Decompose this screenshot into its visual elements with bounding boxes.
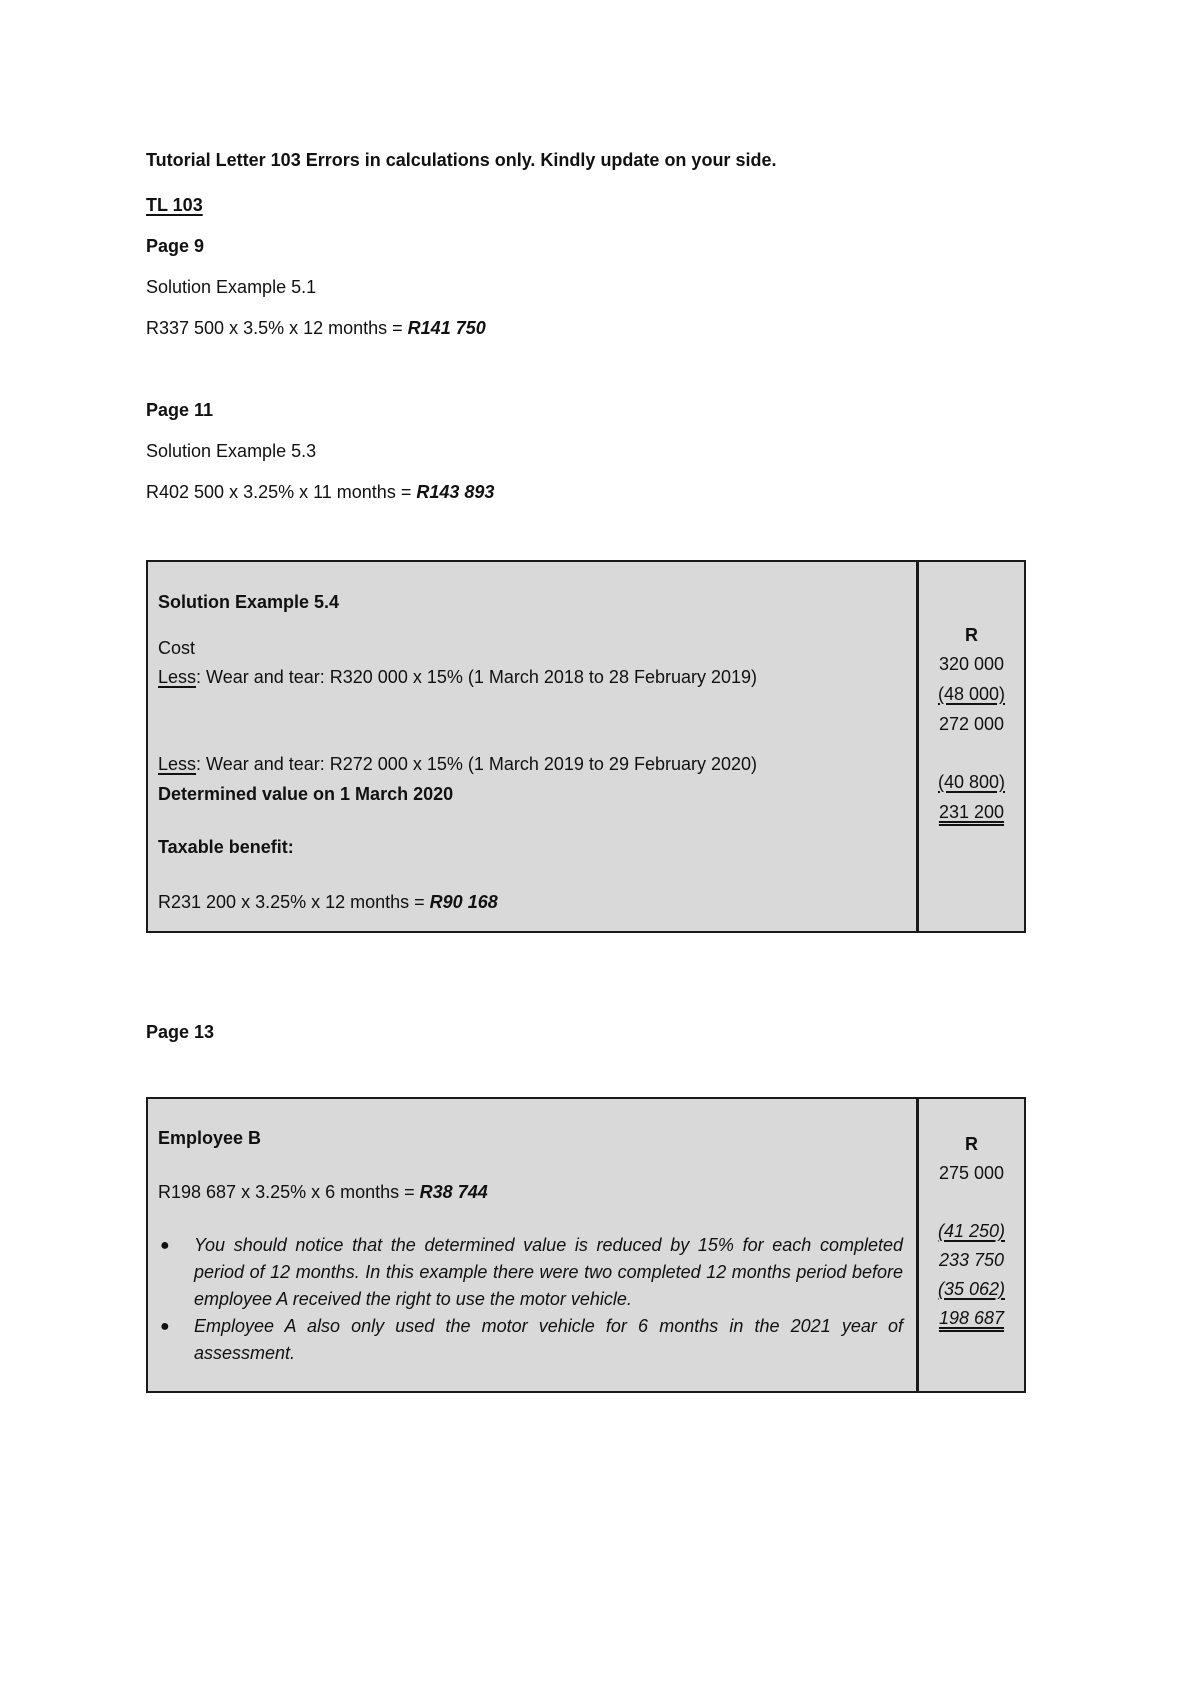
example-5-1-title: Solution Example 5.1: [146, 277, 317, 297]
example-5-1-calculation: [146, 317, 486, 339]
wear-tear-1-text: : Wear and tear: R320 000 x 15% (1 March 2018 to 28 February 2019): [196, 667, 758, 687]
example-5-4-box: [146, 560, 1026, 933]
page-9-heading: Page 9: [146, 236, 205, 256]
example-5-3-calculation: [146, 481, 494, 503]
less-word: Less: [158, 667, 197, 687]
wear-tear-2-text: : Wear and tear: R272 000 x 15% (1 March 2019 to 29 February 2020): [196, 754, 758, 774]
amount-cost: 275 000: [938, 1163, 1005, 1183]
amount-wear-tear-1-wrap: [919, 683, 1024, 705]
amount-determined: 231 200: [938, 802, 1005, 822]
example-5-4-formula: R231 200 x 3.25% x 12 months =: [158, 892, 430, 912]
amount-wear-tear-1: (48 000): [937, 684, 1006, 704]
note-item: [158, 1232, 903, 1313]
page-13-heading: Page 13: [146, 1022, 215, 1042]
note-item: [158, 1313, 903, 1367]
amount-wear-tear-2-wrap: [919, 771, 1024, 793]
wear-tear-1-line: [158, 666, 757, 688]
amount-wear-tear-1-wrap: [919, 1220, 1024, 1242]
amount-wear-tear-2: (35 062): [937, 1279, 1006, 1299]
column-divider: [916, 562, 919, 931]
example-5-1-formula: R337 500 x 3.5% x 12 months =: [146, 318, 408, 338]
employee-b-formula: R198 687 x 3.25% x 6 months =: [158, 1182, 420, 1202]
determined-value-label: Determined value on 1 March 2020: [158, 784, 454, 804]
example-5-4-calculation: [158, 891, 498, 913]
employee-b-title: Employee B: [158, 1128, 262, 1148]
employee-b-calculation: [158, 1181, 488, 1203]
note-text: Employee A also only used the motor vehicle for 6 months in the 2021 year of assessment.: [194, 1316, 903, 1363]
example-5-4-result: R90 168: [429, 892, 498, 912]
page-11-heading: Page 11: [146, 400, 214, 420]
tl-reference: TL 103: [146, 195, 203, 215]
note-text: You should notice that the determined value is reduced by 15% for each completed period of 12 months. In this example there were two completed 12 months period before employee A received the right to use the motor vehicle.: [194, 1235, 903, 1309]
amount-cost: 320 000: [938, 654, 1005, 674]
notes-list: [158, 1232, 903, 1367]
taxable-benefit-label: Taxable benefit:: [158, 837, 294, 857]
amount-determined: 198 687: [938, 1308, 1005, 1328]
employee-b-box: [146, 1097, 1026, 1393]
amount-subtotal: 233 750: [938, 1250, 1005, 1270]
amount-determined-wrap: [919, 1307, 1024, 1329]
amount-wear-tear-1: (41 250): [937, 1221, 1006, 1241]
notice-heading: Tutorial Letter 103 Errors in calculations only. Kindly update on your side.: [146, 150, 777, 170]
amount-subtotal: 272 000: [938, 714, 1005, 734]
currency-header: R: [965, 625, 978, 645]
example-5-4-title: Solution Example 5.4: [158, 592, 340, 612]
amount-wear-tear-2: (40 800): [937, 772, 1006, 792]
less-word: Less: [158, 754, 197, 774]
wear-tear-2-line: [158, 753, 757, 775]
bullet-icon: ●: [160, 1237, 170, 1254]
employee-b-result: R38 744: [419, 1182, 488, 1202]
example-5-1-result: R141 750: [407, 318, 486, 338]
cost-label: Cost: [158, 638, 196, 658]
amount-wear-tear-2-wrap: [919, 1278, 1024, 1300]
example-5-3-formula: R402 500 x 3.25% x 11 months =: [146, 482, 417, 502]
bullet-icon: ●: [160, 1318, 170, 1335]
currency-header: R: [965, 1134, 978, 1154]
example-5-3-result: R143 893: [416, 482, 495, 502]
example-5-3-title: Solution Example 5.3: [146, 441, 317, 461]
amount-determined-wrap: [919, 801, 1024, 823]
